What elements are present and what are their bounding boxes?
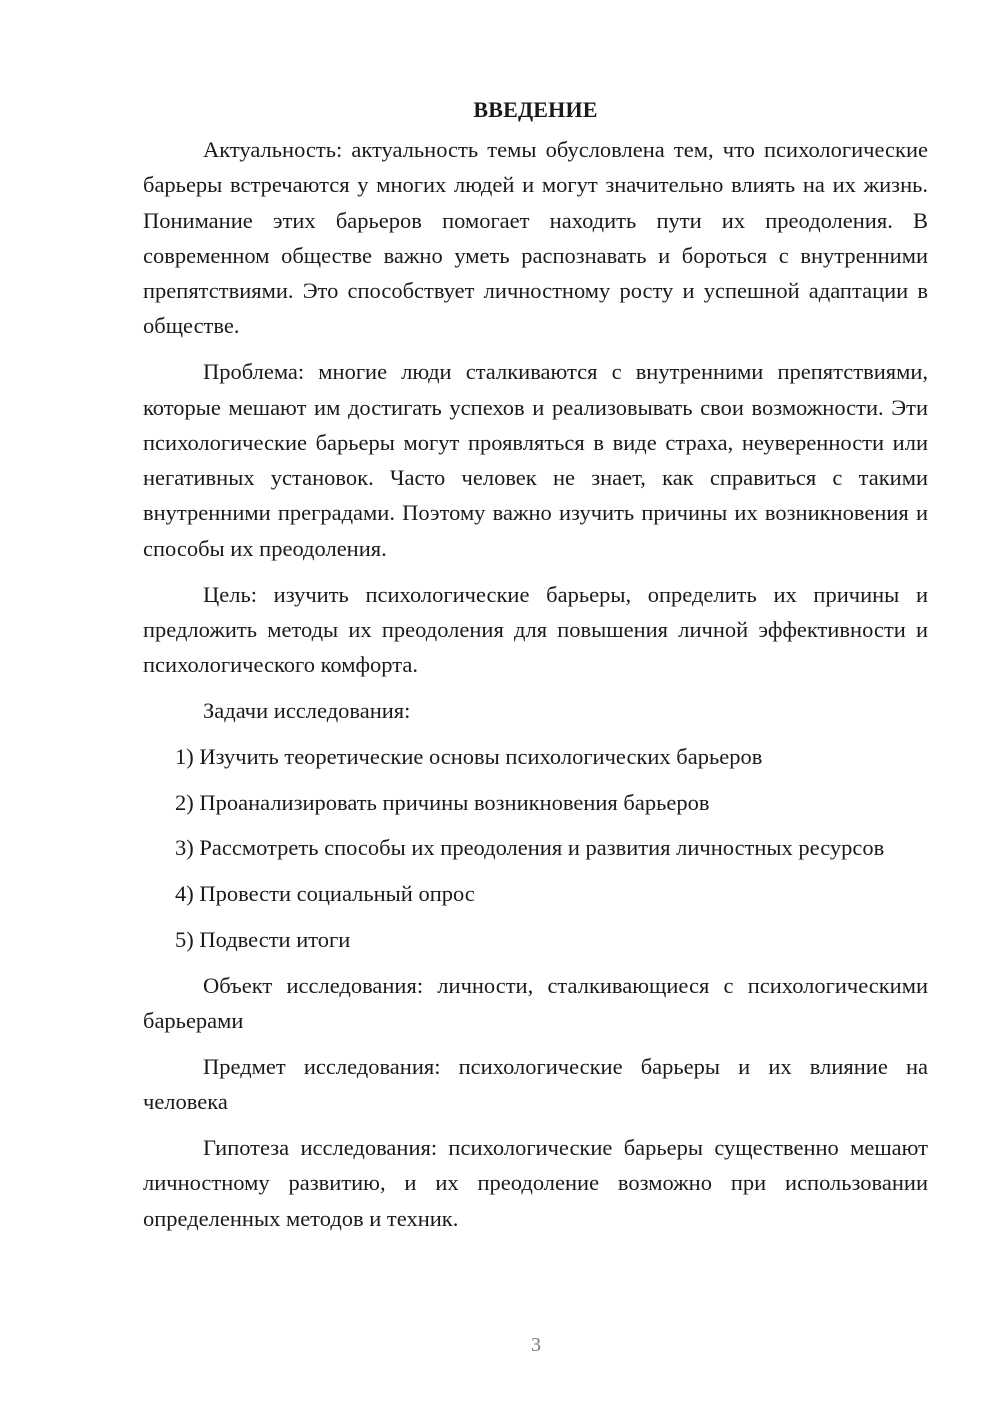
paragraph-subject: Предмет исследования: психологические барьеры и их влияние на человека — [143, 1053, 928, 1115]
paragraph-problem: Проблема: многие люди сталкиваются с внутренними препятствиями, которые мешают им достигать успехов и реализовывать свои возможности. Эти психологические барьеры могут проявляться в виде страха, неуверенности или негативных установок. Часто человек не знает, как справиться с такими внутренними преградами. Поэтому важно изучить причины их возникновения и способы их преодоления. — [143, 359, 928, 561]
paragraph-relevance: Актуальность: актуальность темы обусловлена тем, что психологические барьеры встречаются у многих людей и могут значительно влиять на их жизнь. Понимание этих барьеров помогает находить пути их преодоления. В современном обществе важно уметь распознавать и бороться с внутренними препятствиями. Это способствует личностному росту и успешной адаптации в обществе. — [143, 137, 928, 339]
tasks-label: Задачи исследования: — [203, 697, 411, 723]
document-page — [143, 92, 928, 1236]
paragraph-hypothesis: Гипотеза исследования: психологические барьеры существенно мешают личностному развитию, и их преодоление возможно при использовании определенных методов и техник. — [143, 1134, 928, 1231]
task-item: 1) Изучить теоретические основы психологических барьеров — [175, 743, 763, 769]
task-item: 2) Проанализировать причины возникновения барьеров — [175, 789, 710, 815]
paragraph-goal: Цель: изучить психологические барьеры, определить их причины и предложить методы их преодоления для повышения личной эффективности и психологического комфорта. — [143, 581, 928, 678]
paragraph-object: Объект исследования: личности, сталкивающиеся с психологическими барьерами — [143, 972, 928, 1034]
task-item: 4) Провести социальный опрос — [175, 881, 475, 907]
task-item: 5) Подвести итоги — [175, 926, 351, 952]
task-item: 3) Рассмотреть способы их преодоления и развития личностных ресурсов — [175, 835, 885, 861]
section-heading: ВВЕДЕНИЕ — [473, 97, 598, 122]
page-number: 3 — [531, 1334, 541, 1356]
